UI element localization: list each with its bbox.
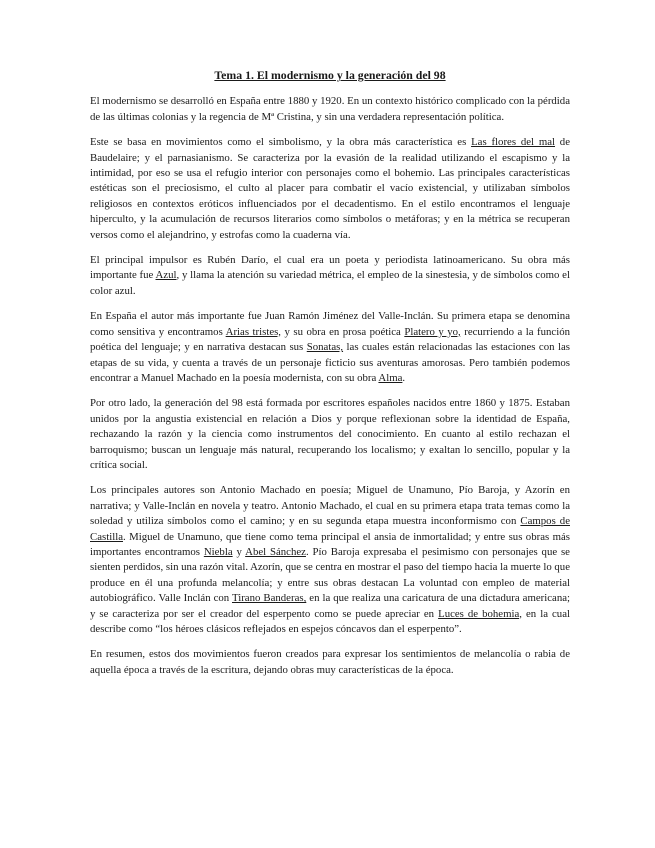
text-run: , y llama la atención su variedad métrica, el empleo de la sinestesia, y de símbolos como el color azul. [90,269,570,297]
text-run: En España el autor más importante fue Juan Ramón Jiménez del Valle-Inclán. Su primera etapa se denomina como sensitiva y encontramos [90,310,570,338]
text-run: Este se basa en movimientos como el simbolismo, y la obra más característica es [90,136,472,149]
text-run: de Baudelaire; y el parnasianismo. Se caracteriza por la evasión de la realidad utilizando el escapismo y la intimidad, por eso se usa el refugio interior con personajes como el bohemio. Las principales características estéticas son el preciosismo, el culto al placer para combatir el vacío existencial, y utilizaban símbolos religiosos en contextos eróticos influenciados por el decadentismo. En el estilo encontramos el lenguaje hiperculto, y la acumulación de recursos literarios como símbolos o metáforas; y en la métrica se recuperan versos como el alejandrino, y estrofas como la cuaderna vía. [90,136,571,241]
work-title: Niebla [203,545,233,558]
text-run: en la que realiza una caricatura de una dictadura americana; y se caracteriza por ser el creador del esperpento como se puede apreciar en [90,592,571,620]
work-title: Platero y yo, [404,325,461,338]
text-run: . [402,371,406,384]
paragraph [90,309,570,386]
page-title: Tema 1. El modernismo y la generación del 98 [214,68,446,82]
document-body [90,94,570,678]
paragraph [90,647,570,678]
work-title: Alma [378,371,403,384]
work-title: Campos de Castilla [90,515,570,543]
work-title: Sonatas, [306,341,344,354]
text-run: y [232,545,246,558]
work-title: Abel Sánchez [245,545,306,558]
paragraph [90,94,570,125]
text-run: En resumen, estos dos movimientos fueron creados para expresar los sentimientos de melancolía o rabia de aquella época a través de la escritura, dejando obras muy características de la época. [90,648,570,676]
work-title: Las flores del mal [471,136,556,149]
text-run: en la cual describe como “los héroes clásicos reflejados en espejos cóncavos dan el esperpento”. [90,607,570,635]
paragraph [90,483,570,637]
work-title: Tirano Banderas, [232,592,307,605]
paragraph [90,253,570,299]
paragraph [90,396,570,473]
text-run: El principal impulsor es Rubén Darío, el cual era un poeta y periodista latinoamericano. Su obra más importante fue [90,254,570,282]
work-title: Luces de bohemia, [438,607,522,620]
text-run: las cuales están relacionadas las estaciones con las etapas de su vida, y cuenta a través de un personaje ficticio sus aventuras amorosas. Pero también podemos encontrar a Manuel Machado en la poesía modernista, con su obra [90,341,570,384]
work-title: Azul [155,269,177,282]
text-run: Por otro lado, la generación del 98 está formada por escritores españoles nacidos entre 1860 y 1875. Estaban unidos por la angustia existencial en relación a Dios y porque reflexionan sobre la identidad de España, rechazando la razón y la ciencia como instrumentos del conocimiento. En cuanto al estilo rechazan el barroquismo; buscan un lenguaje más natural, recuperando los localismo; y exaltan lo sencillo, popular y la crítica social. [90,397,570,471]
text-run: recurriendo a la función poética del lenguaje; y en narrativa destacan sus [90,325,570,354]
work-title: Arias tristes, [225,325,282,338]
text-run: . Pío Baroja expresaba el pesimismo con personajes que se sienten perdidos, sin una razón vital. Azorín, que se centra en mostrar el paso del tiempo hacia la muerte lo que produce en él una profunda melancolía; y entre sus obras destacan La voluntad con empleo de material autobiográfico. Valle Inclán con [90,545,571,605]
paragraph [90,135,570,243]
text-run: Los principales autores son Antonio Machado en poesía; Miguel de Unamuno, Pío Baroja, y Azorín en narrativa; y Valle-Inclán en novela y teatro. Antonio Machado, el cual en su primera etapa trata temas como la soledad y utiliza símbolos como el camino; y en su segunda etapa muestra inconformismo con [90,484,570,528]
text-run: . Miguel de Unamuno, que tiene como tema principal el ansia de inmortalidad; y entre sus obras más importantes encontramos [90,530,570,558]
document-page [90,68,570,688]
text-run: y su obra en prosa poética [281,325,405,338]
text-run: El modernismo se desarrolló en España entre 1880 y 1920. En un contexto histórico complicado con la pérdida de las últimas colonias y la regencia de Mª Cristina, y sin una verdadera representación política. [90,95,570,123]
